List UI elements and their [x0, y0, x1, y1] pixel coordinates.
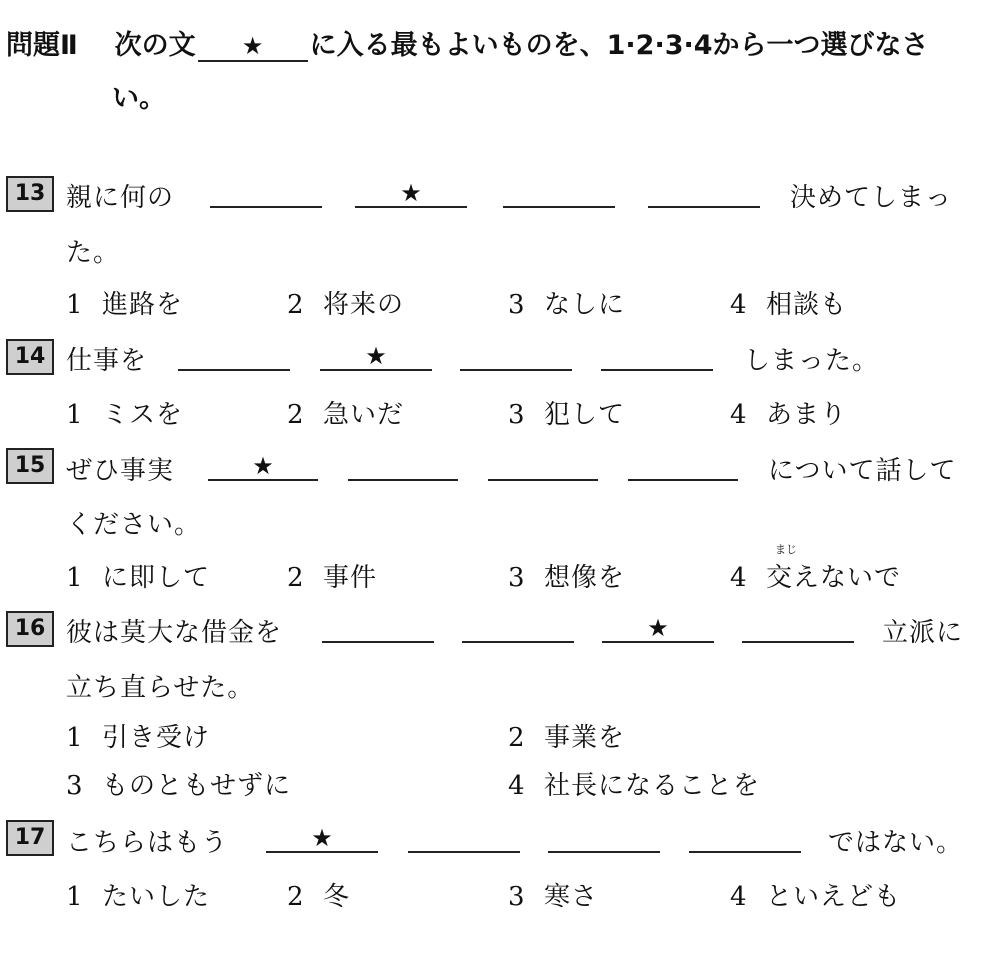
instruction-line-2: い。 — [112, 83, 166, 114]
question-16-blank-4 — [742, 615, 854, 643]
question-15-option-4-ruby: まじ — [775, 543, 797, 556]
question-17-stem-after: ではない。 — [828, 828, 964, 858]
question-17-blank-4 — [689, 825, 801, 853]
question-16-stem-before: 彼は莫大な借金を — [66, 618, 283, 648]
question-17-blank-3 — [548, 825, 660, 853]
question-15-blank-4 — [628, 453, 738, 481]
question-15-blank-2 — [348, 453, 458, 481]
question-13-stem-line-2: た。 — [66, 238, 121, 268]
question-16-option-3: 3 ものともせずに — [66, 771, 292, 801]
question-15-blank-1: ★ — [208, 453, 318, 481]
question-14-blank-1 — [178, 343, 290, 371]
question-14-blank-4 — [601, 343, 713, 371]
question-15-stem-line-2: ください。 — [66, 510, 202, 540]
question-16-option-2: 2 事業を — [508, 723, 626, 753]
instruction-line-1 — [6, 23, 929, 62]
question-14-blank-3 — [460, 343, 572, 371]
question-15-option-2: 2 事件 — [287, 563, 378, 593]
question-13-option-2: 2 将来の — [287, 290, 405, 320]
question-13-stem-before: 親に何の — [66, 183, 175, 213]
question-17-blank-1: ★ — [266, 825, 378, 853]
question-number-13: 13 — [6, 176, 54, 212]
question-14-stem-before: 仕事を — [66, 346, 148, 376]
question-number-17: 17 — [6, 820, 54, 856]
question-16-stem-line-2: 立ち直らせた。 — [66, 673, 255, 703]
instruction-text-before: 次の文 — [114, 30, 196, 61]
question-15-blank-3 — [488, 453, 598, 481]
question-15-stem-after: について話して — [768, 456, 957, 486]
question-13-option-3: 3 なしに — [508, 290, 626, 320]
question-15-stem-before: ぜひ事実 — [66, 456, 175, 486]
question-15-option-3: 3 想像を — [508, 563, 626, 593]
question-17-blank-2 — [408, 825, 520, 853]
question-13-blank-2: ★ — [355, 180, 467, 208]
question-13-option-1: 1 進路を — [66, 290, 184, 320]
question-16-blank-1 — [322, 615, 434, 643]
question-13-blank-1 — [210, 180, 322, 208]
question-14-option-3: 3 犯して — [508, 400, 626, 430]
question-15-option-1: 1 に即して — [66, 563, 211, 593]
question-16-option-1: 1 引き受け — [66, 723, 211, 753]
question-14-option-2: 2 急いだ — [287, 400, 405, 430]
question-17-option-1: 1 たいした — [66, 882, 211, 912]
question-13-blank-4 — [648, 180, 760, 208]
question-14-option-4: 4 あまり — [730, 400, 848, 430]
instruction-star-blank: ★ — [198, 32, 308, 62]
question-14-stem-after: しまった。 — [744, 346, 880, 376]
question-14-option-1: 1 ミスを — [66, 400, 184, 430]
instruction-text-after: に入る最もよいものを、1·2·3·4から一つ選びなさ — [309, 30, 929, 61]
question-17-option-2: 2 冬 — [287, 882, 351, 912]
question-17-option-4: 4 といえども — [730, 882, 902, 912]
question-17-option-3: 3 寒さ — [508, 882, 599, 912]
question-number-14: 14 — [6, 339, 54, 375]
question-number-16: 16 — [6, 611, 54, 647]
question-16-blank-3: ★ — [602, 615, 714, 643]
question-13-stem-after: 決めてしまっ — [790, 183, 953, 213]
question-17-stem-before: こちらはもう — [66, 828, 229, 858]
question-14-blank-2: ★ — [320, 343, 432, 371]
section-label: 問題Ⅱ — [6, 30, 78, 61]
question-15-option-4: 4 交えないで — [730, 563, 902, 593]
question-16-blank-2 — [462, 615, 574, 643]
question-13-option-4: 4 相談も — [730, 290, 848, 320]
question-16-option-4: 4 社長になることを — [508, 771, 761, 801]
question-13-blank-3 — [503, 180, 615, 208]
question-16-stem-after: 立派に — [882, 618, 964, 648]
question-number-15: 15 — [6, 448, 54, 484]
